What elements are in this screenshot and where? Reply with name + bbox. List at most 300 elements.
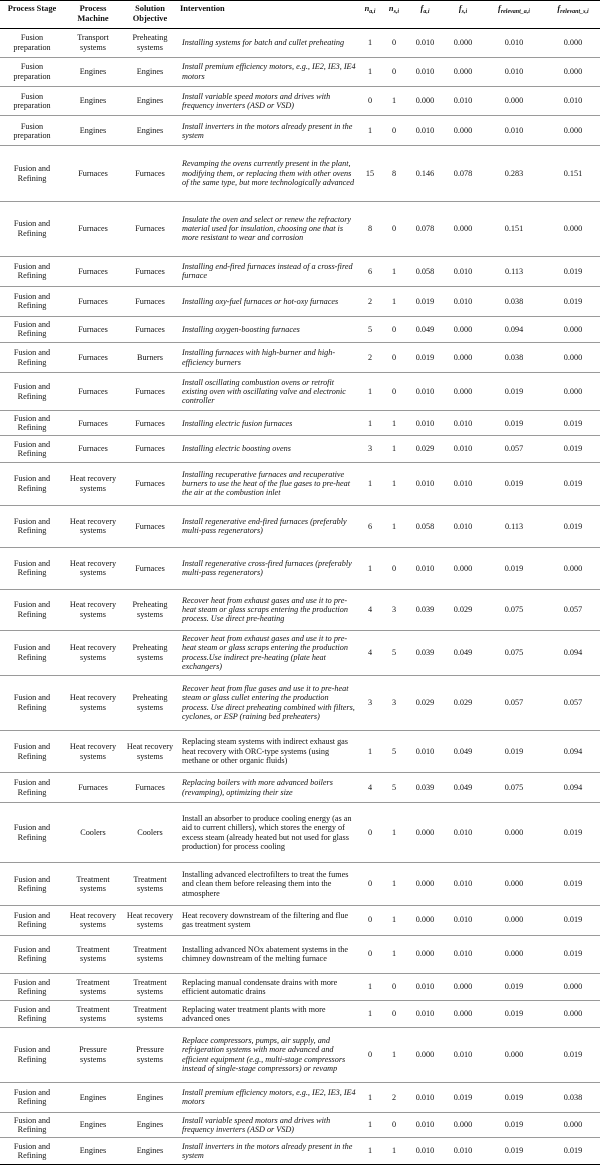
- cell-f-relevant-a: 0.094: [482, 316, 546, 342]
- table-row: [0, 256, 600, 286]
- cell-process-stage: Fusion and Refining: [0, 146, 64, 201]
- cell-n-a: 3: [358, 436, 382, 462]
- cell-process-machine: Engines: [64, 1082, 122, 1112]
- table-row: [0, 1112, 600, 1137]
- cell-f-relevant-s: 0.019: [546, 256, 600, 286]
- cell-f-relevant-s: 0.019: [546, 1138, 600, 1165]
- cell-f-relevant-a: 0.019: [482, 373, 546, 411]
- table-row: [0, 316, 600, 342]
- cell-process-machine: Engines: [64, 1138, 122, 1165]
- header-n-a-symbol: n: [364, 4, 370, 13]
- table-row: [0, 86, 600, 116]
- cell-n-s: 3: [382, 675, 406, 730]
- cell-f-relevant-s: 0.038: [546, 1082, 600, 1112]
- cell-n-s: 1: [382, 505, 406, 548]
- cell-f-relevant-a: 0.019: [482, 1112, 546, 1137]
- cell-f-a: 0.000: [406, 86, 444, 116]
- cell-f-s: 0.000: [444, 116, 482, 146]
- header-f-s-symbol: f: [458, 4, 462, 13]
- cell-f-relevant-a: 0.283: [482, 146, 546, 201]
- cell-f-relevant-s: 0.019: [546, 436, 600, 462]
- cell-solution-objective: Preheating systems: [122, 589, 178, 630]
- cell-process-stage: Fusion and Refining: [0, 201, 64, 256]
- cell-f-a: 0.010: [406, 462, 444, 505]
- cell-intervention: Replacing boilers with more advanced boilers (revamping), optimizing their size: [178, 773, 358, 803]
- cell-process-machine: Furnaces: [64, 773, 122, 803]
- cell-n-s: 1: [382, 863, 406, 906]
- cell-n-s: 0: [382, 343, 406, 373]
- cell-f-a: 0.010: [406, 730, 444, 773]
- table-row: [0, 146, 600, 201]
- cell-f-relevant-s: 0.000: [546, 548, 600, 589]
- cell-process-stage: Fusion and Refining: [0, 973, 64, 1001]
- cell-intervention: Install premium efficiency motors, e.g., IE2, IE3, IE4 motors: [178, 1082, 358, 1112]
- cell-process-stage: Fusion and Refining: [0, 905, 64, 935]
- cell-f-relevant-a: 0.000: [482, 905, 546, 935]
- cell-n-s: 0: [382, 1001, 406, 1027]
- cell-intervention: Replacing steam systems with indirect exhaust gas heat recovery with ORC-type systems (using methane or other organic fluids): [178, 730, 358, 773]
- cell-f-s: 0.029: [444, 589, 482, 630]
- cell-f-s: 0.029: [444, 675, 482, 730]
- cell-intervention: Recover heat from exhaust gases and use it to pre-heat steam or glass scraps entering the production process. Use direct pre-heating: [178, 589, 358, 630]
- header-f-relevant-a: [482, 1, 546, 29]
- header-f-relevant-s: [546, 1, 600, 29]
- cell-intervention: Installing systems for batch and cullet preheating: [178, 29, 358, 58]
- cell-n-s: 0: [382, 316, 406, 342]
- cell-process-stage: Fusion and Refining: [0, 935, 64, 973]
- cell-n-a: 4: [358, 773, 382, 803]
- cell-f-s: 0.010: [444, 86, 482, 116]
- cell-n-a: 1: [358, 730, 382, 773]
- cell-process-stage: Fusion and Refining: [0, 863, 64, 906]
- cell-solution-objective: Pressure systems: [122, 1027, 178, 1082]
- cell-f-s: 0.010: [444, 863, 482, 906]
- cell-n-s: 1: [382, 436, 406, 462]
- cell-f-relevant-a: 0.019: [482, 462, 546, 505]
- cell-solution-objective: Preheating systems: [122, 630, 178, 675]
- header-f-s: [444, 1, 482, 29]
- cell-f-relevant-a: 0.019: [482, 1001, 546, 1027]
- cell-f-relevant-a: 0.057: [482, 436, 546, 462]
- table-row: [0, 411, 600, 436]
- cell-f-relevant-a: 0.113: [482, 256, 546, 286]
- cell-intervention: Installing recuperative furnaces and recuperative burners to use the heat of the flue gases to pre-heat the air at the combustion inlet: [178, 462, 358, 505]
- cell-solution-objective: Preheating systems: [122, 29, 178, 58]
- cell-process-stage: Fusion and Refining: [0, 286, 64, 316]
- cell-f-a: 0.000: [406, 905, 444, 935]
- cell-f-relevant-s: 0.000: [546, 343, 600, 373]
- header-n-a: [358, 1, 382, 29]
- cell-intervention: Installing oxy-fuel furnaces or hot-oxy furnaces: [178, 286, 358, 316]
- cell-n-s: 1: [382, 803, 406, 863]
- cell-f-s: 0.000: [444, 1112, 482, 1137]
- cell-f-a: 0.010: [406, 1001, 444, 1027]
- cell-f-s: 0.010: [444, 505, 482, 548]
- cell-intervention: Revamping the ovens currently present in the plant, modifying them, or replacing them with other ovens of the same type, but more technologically advanced: [178, 146, 358, 201]
- cell-process-machine: Treatment systems: [64, 863, 122, 906]
- cell-f-s: 0.010: [444, 1027, 482, 1082]
- cell-f-s: 0.049: [444, 630, 482, 675]
- cell-f-relevant-s: 0.019: [546, 286, 600, 316]
- cell-n-s: 0: [382, 57, 406, 86]
- cell-n-s: 1: [382, 256, 406, 286]
- cell-f-relevant-s: 0.019: [546, 411, 600, 436]
- header-process-stage: Process Stage: [0, 1, 64, 29]
- cell-solution-objective: Engines: [122, 86, 178, 116]
- cell-solution-objective: Engines: [122, 116, 178, 146]
- table-row: [0, 548, 600, 589]
- table-row: [0, 29, 600, 58]
- cell-f-s: 0.019: [444, 1082, 482, 1112]
- cell-f-relevant-a: 0.000: [482, 86, 546, 116]
- cell-n-a: 1: [358, 116, 382, 146]
- cell-n-a: 4: [358, 589, 382, 630]
- cell-f-a: 0.000: [406, 803, 444, 863]
- cell-intervention: Recover heat from flue gases and use it to pre-heat steam or glass cullet entering the production process. Use direct preheating combined with filters, cyclones, or ESP (raining bed preheaters): [178, 675, 358, 730]
- cell-process-machine: Furnaces: [64, 436, 122, 462]
- cell-f-s: 0.000: [444, 1001, 482, 1027]
- cell-n-s: 0: [382, 373, 406, 411]
- cell-f-s: 0.010: [444, 905, 482, 935]
- cell-n-a: 0: [358, 935, 382, 973]
- cell-f-relevant-s: 0.057: [546, 675, 600, 730]
- cell-intervention: Install inverters in the motors already present in the system: [178, 116, 358, 146]
- cell-solution-objective: Heat recovery systems: [122, 905, 178, 935]
- cell-f-relevant-s: 0.000: [546, 1112, 600, 1137]
- table-row: [0, 589, 600, 630]
- cell-n-a: 3: [358, 675, 382, 730]
- cell-f-relevant-s: 0.010: [546, 86, 600, 116]
- cell-f-relevant-a: 0.000: [482, 935, 546, 973]
- cell-f-relevant-s: 0.094: [546, 730, 600, 773]
- cell-process-stage: Fusion and Refining: [0, 411, 64, 436]
- cell-process-machine: Furnaces: [64, 316, 122, 342]
- cell-intervention: Install regenerative end-fired furnaces (preferably multi-pass regenerators): [178, 505, 358, 548]
- cell-f-s: 0.010: [444, 803, 482, 863]
- cell-process-machine: Heat recovery systems: [64, 905, 122, 935]
- cell-n-s: 2: [382, 1082, 406, 1112]
- cell-f-relevant-a: 0.010: [482, 57, 546, 86]
- cell-process-machine: Furnaces: [64, 286, 122, 316]
- cell-f-a: 0.146: [406, 146, 444, 201]
- header-f-a-subscript: a,i: [423, 9, 430, 15]
- cell-n-a: 1: [358, 29, 382, 58]
- cell-solution-objective: Treatment systems: [122, 973, 178, 1001]
- cell-n-a: 2: [358, 343, 382, 373]
- cell-solution-objective: Furnaces: [122, 146, 178, 201]
- cell-process-machine: Furnaces: [64, 256, 122, 286]
- cell-f-a: 0.010: [406, 1138, 444, 1165]
- cell-n-s: 0: [382, 548, 406, 589]
- cell-f-relevant-a: 0.000: [482, 863, 546, 906]
- cell-n-s: 0: [382, 29, 406, 58]
- cell-process-machine: Furnaces: [64, 343, 122, 373]
- table-row: [0, 1027, 600, 1082]
- cell-f-a: 0.039: [406, 630, 444, 675]
- table-row: [0, 201, 600, 256]
- cell-f-s: 0.010: [444, 935, 482, 973]
- header-f-relevant-s-subscript: relevant_s,i: [560, 9, 589, 15]
- cell-f-relevant-a: 0.010: [482, 116, 546, 146]
- cell-process-machine: Engines: [64, 116, 122, 146]
- table-row: [0, 675, 600, 730]
- cell-solution-objective: Furnaces: [122, 256, 178, 286]
- cell-f-s: 0.010: [444, 436, 482, 462]
- cell-n-s: 0: [382, 1112, 406, 1137]
- cell-f-relevant-a: 0.000: [482, 1027, 546, 1082]
- cell-f-a: 0.000: [406, 863, 444, 906]
- header-f-relevant-a-subscript: relevant_a,i: [500, 9, 530, 15]
- table-row: [0, 343, 600, 373]
- header-f-relevant-a-symbol: f: [498, 4, 501, 13]
- cell-intervention: Installing electric fusion furnaces: [178, 411, 358, 436]
- cell-f-s: 0.010: [444, 1138, 482, 1165]
- cell-f-a: 0.010: [406, 116, 444, 146]
- cell-f-s: 0.049: [444, 773, 482, 803]
- table-row: [0, 436, 600, 462]
- cell-f-s: 0.010: [444, 256, 482, 286]
- cell-f-s: 0.049: [444, 730, 482, 773]
- cell-process-machine: Treatment systems: [64, 935, 122, 973]
- cell-solution-objective: Furnaces: [122, 773, 178, 803]
- cell-n-s: 0: [382, 116, 406, 146]
- cell-process-stage: Fusion and Refining: [0, 1027, 64, 1082]
- table-row: [0, 773, 600, 803]
- table-body: [0, 29, 600, 1165]
- cell-f-s: 0.000: [444, 29, 482, 58]
- cell-f-a: 0.010: [406, 29, 444, 58]
- cell-f-s: 0.000: [444, 201, 482, 256]
- cell-intervention: Installing electric boosting ovens: [178, 436, 358, 462]
- cell-f-relevant-a: 0.075: [482, 589, 546, 630]
- cell-n-a: 1: [358, 57, 382, 86]
- header-n-s: [382, 1, 406, 29]
- cell-n-a: 0: [358, 86, 382, 116]
- cell-n-s: 1: [382, 935, 406, 973]
- cell-intervention: Heat recovery downstream of the filtering and flue gas treatment system: [178, 905, 358, 935]
- cell-intervention: Install oscillating combustion ovens or retrofit existing oven with oscillating valve and electronic controller: [178, 373, 358, 411]
- cell-f-relevant-s: 0.000: [546, 973, 600, 1001]
- cell-f-a: 0.010: [406, 973, 444, 1001]
- cell-solution-objective: Engines: [122, 1138, 178, 1165]
- cell-n-a: 15: [358, 146, 382, 201]
- cell-process-stage: Fusion and Refining: [0, 589, 64, 630]
- cell-intervention: Install premium efficiency motors, e.g., IE2, IE3, IE4 motors: [178, 57, 358, 86]
- cell-process-machine: Pressure systems: [64, 1027, 122, 1082]
- header-row: [0, 1, 600, 29]
- cell-f-a: 0.049: [406, 316, 444, 342]
- cell-f-a: 0.010: [406, 1112, 444, 1137]
- cell-process-stage: Fusion and Refining: [0, 730, 64, 773]
- table-header: [0, 1, 600, 29]
- cell-solution-objective: Engines: [122, 1082, 178, 1112]
- cell-process-stage: Fusion preparation: [0, 116, 64, 146]
- cell-n-a: 1: [358, 973, 382, 1001]
- cell-f-relevant-s: 0.000: [546, 201, 600, 256]
- cell-process-stage: Fusion and Refining: [0, 436, 64, 462]
- cell-intervention: Install regenerative cross-fired furnaces (preferably multi-pass regenerators): [178, 548, 358, 589]
- cell-n-a: 6: [358, 256, 382, 286]
- cell-n-a: 1: [358, 1082, 382, 1112]
- cell-f-relevant-s: 0.000: [546, 373, 600, 411]
- cell-n-s: 3: [382, 589, 406, 630]
- cell-process-stage: Fusion and Refining: [0, 548, 64, 589]
- cell-f-relevant-a: 0.019: [482, 1138, 546, 1165]
- cell-solution-objective: Furnaces: [122, 411, 178, 436]
- cell-intervention: Install inverters in the motors already present in the system: [178, 1138, 358, 1165]
- cell-intervention: Insulate the oven and select or renew the refractory material used for insulation, choosing one that is more resistant to wear and corrosion: [178, 201, 358, 256]
- cell-f-relevant-s: 0.000: [546, 1001, 600, 1027]
- cell-f-a: 0.010: [406, 1082, 444, 1112]
- cell-solution-objective: Heat recovery systems: [122, 730, 178, 773]
- cell-process-machine: Furnaces: [64, 373, 122, 411]
- cell-f-relevant-a: 0.019: [482, 730, 546, 773]
- cell-f-relevant-s: 0.019: [546, 462, 600, 505]
- cell-n-a: 0: [358, 1027, 382, 1082]
- table-row: [0, 630, 600, 675]
- cell-solution-objective: Furnaces: [122, 373, 178, 411]
- cell-f-relevant-a: 0.019: [482, 411, 546, 436]
- cell-n-s: 1: [382, 286, 406, 316]
- cell-process-stage: Fusion and Refining: [0, 373, 64, 411]
- cell-process-machine: Furnaces: [64, 146, 122, 201]
- cell-process-stage: Fusion and Refining: [0, 343, 64, 373]
- cell-n-a: 0: [358, 905, 382, 935]
- cell-solution-objective: Furnaces: [122, 201, 178, 256]
- cell-f-relevant-a: 0.075: [482, 630, 546, 675]
- cell-n-a: 0: [358, 863, 382, 906]
- cell-n-s: 1: [382, 411, 406, 436]
- cell-solution-objective: Treatment systems: [122, 935, 178, 973]
- cell-process-stage: Fusion preparation: [0, 57, 64, 86]
- cell-n-a: 1: [358, 373, 382, 411]
- cell-f-a: 0.010: [406, 57, 444, 86]
- cell-intervention: Installing end-fired furnaces instead of a cross-fired furnace: [178, 256, 358, 286]
- cell-solution-objective: Furnaces: [122, 505, 178, 548]
- cell-process-machine: Treatment systems: [64, 1001, 122, 1027]
- cell-f-relevant-a: 0.113: [482, 505, 546, 548]
- header-n-a-subscript: a,i: [369, 9, 376, 15]
- cell-f-a: 0.058: [406, 256, 444, 286]
- cell-f-relevant-s: 0.000: [546, 316, 600, 342]
- cell-process-machine: Furnaces: [64, 411, 122, 436]
- header-process-machine: Process Machine: [64, 1, 122, 29]
- cell-solution-objective: Engines: [122, 57, 178, 86]
- cell-process-stage: Fusion and Refining: [0, 1112, 64, 1137]
- cell-process-stage: Fusion and Refining: [0, 1001, 64, 1027]
- table-row: [0, 57, 600, 86]
- cell-f-s: 0.010: [444, 462, 482, 505]
- cell-intervention: Replacing manual condensate drains with more efficient automatic drains: [178, 973, 358, 1001]
- cell-f-s: 0.000: [444, 343, 482, 373]
- cell-f-relevant-a: 0.151: [482, 201, 546, 256]
- cell-solution-objective: Furnaces: [122, 286, 178, 316]
- cell-n-s: 5: [382, 630, 406, 675]
- cell-n-s: 8: [382, 146, 406, 201]
- cell-solution-objective: Furnaces: [122, 316, 178, 342]
- cell-intervention: Installing oxygen-boosting furnaces: [178, 316, 358, 342]
- cell-f-relevant-s: 0.019: [546, 1027, 600, 1082]
- cell-process-machine: Transport systems: [64, 29, 122, 58]
- cell-f-relevant-a: 0.010: [482, 29, 546, 58]
- cell-f-relevant-s: 0.000: [546, 57, 600, 86]
- cell-solution-objective: Engines: [122, 1112, 178, 1137]
- cell-n-s: 5: [382, 773, 406, 803]
- cell-f-relevant-s: 0.019: [546, 935, 600, 973]
- cell-f-a: 0.010: [406, 548, 444, 589]
- cell-n-a: 1: [358, 1112, 382, 1137]
- cell-n-a: 6: [358, 505, 382, 548]
- cell-n-s: 1: [382, 1138, 406, 1165]
- cell-f-relevant-a: 0.038: [482, 343, 546, 373]
- cell-solution-objective: Treatment systems: [122, 1001, 178, 1027]
- cell-f-relevant-a: 0.019: [482, 1082, 546, 1112]
- cell-process-stage: Fusion and Refining: [0, 505, 64, 548]
- header-n-s-symbol: n: [388, 4, 394, 13]
- cell-intervention: Replacing water treatment plants with more advanced ones: [178, 1001, 358, 1027]
- cell-process-stage: Fusion and Refining: [0, 630, 64, 675]
- table-row: [0, 1001, 600, 1027]
- cell-process-stage: Fusion preparation: [0, 86, 64, 116]
- table-row: [0, 505, 600, 548]
- cell-f-relevant-s: 0.057: [546, 589, 600, 630]
- cell-n-s: 0: [382, 201, 406, 256]
- cell-n-a: 2: [358, 286, 382, 316]
- table-row: [0, 973, 600, 1001]
- cell-f-relevant-s: 0.019: [546, 863, 600, 906]
- cell-n-s: 5: [382, 730, 406, 773]
- cell-f-relevant-a: 0.000: [482, 803, 546, 863]
- cell-process-stage: Fusion and Refining: [0, 256, 64, 286]
- cell-f-a: 0.019: [406, 343, 444, 373]
- header-f-relevant-s-symbol: f: [557, 4, 561, 13]
- cell-intervention: Installing advanced NOx abatement systems in the chimney downstream of the melting furnace: [178, 935, 358, 973]
- cell-f-s: 0.000: [444, 973, 482, 1001]
- cell-f-relevant-s: 0.019: [546, 905, 600, 935]
- cell-n-a: 1: [358, 1138, 382, 1165]
- table-row: [0, 462, 600, 505]
- table-row: [0, 905, 600, 935]
- cell-f-relevant-a: 0.057: [482, 675, 546, 730]
- table-row: [0, 730, 600, 773]
- table-row: [0, 286, 600, 316]
- cell-f-relevant-s: 0.000: [546, 116, 600, 146]
- cell-process-stage: Fusion and Refining: [0, 316, 64, 342]
- cell-f-a: 0.019: [406, 286, 444, 316]
- cell-process-machine: Heat recovery systems: [64, 675, 122, 730]
- cell-f-relevant-s: 0.019: [546, 505, 600, 548]
- header-solution-objective: Solution Objective: [122, 1, 178, 29]
- cell-n-s: 1: [382, 1027, 406, 1082]
- cell-intervention: Install an absorber to produce cooling energy (as an aid to current chillers), which stores the energy of excess steam (already heated but not used for glass production) for process cooling: [178, 803, 358, 863]
- cell-f-s: 0.000: [444, 373, 482, 411]
- cell-process-machine: Engines: [64, 57, 122, 86]
- cell-process-machine: Heat recovery systems: [64, 505, 122, 548]
- header-intervention: Intervention: [178, 1, 358, 29]
- cell-f-relevant-s: 0.019: [546, 803, 600, 863]
- cell-solution-objective: Preheating systems: [122, 675, 178, 730]
- cell-n-a: 1: [358, 548, 382, 589]
- cell-f-s: 0.000: [444, 548, 482, 589]
- cell-n-a: 1: [358, 462, 382, 505]
- cell-n-a: 8: [358, 201, 382, 256]
- cell-process-stage: Fusion and Refining: [0, 773, 64, 803]
- table-row: [0, 1082, 600, 1112]
- cell-f-relevant-s: 0.094: [546, 630, 600, 675]
- cell-f-a: 0.039: [406, 773, 444, 803]
- cell-process-machine: Engines: [64, 86, 122, 116]
- cell-n-s: 1: [382, 462, 406, 505]
